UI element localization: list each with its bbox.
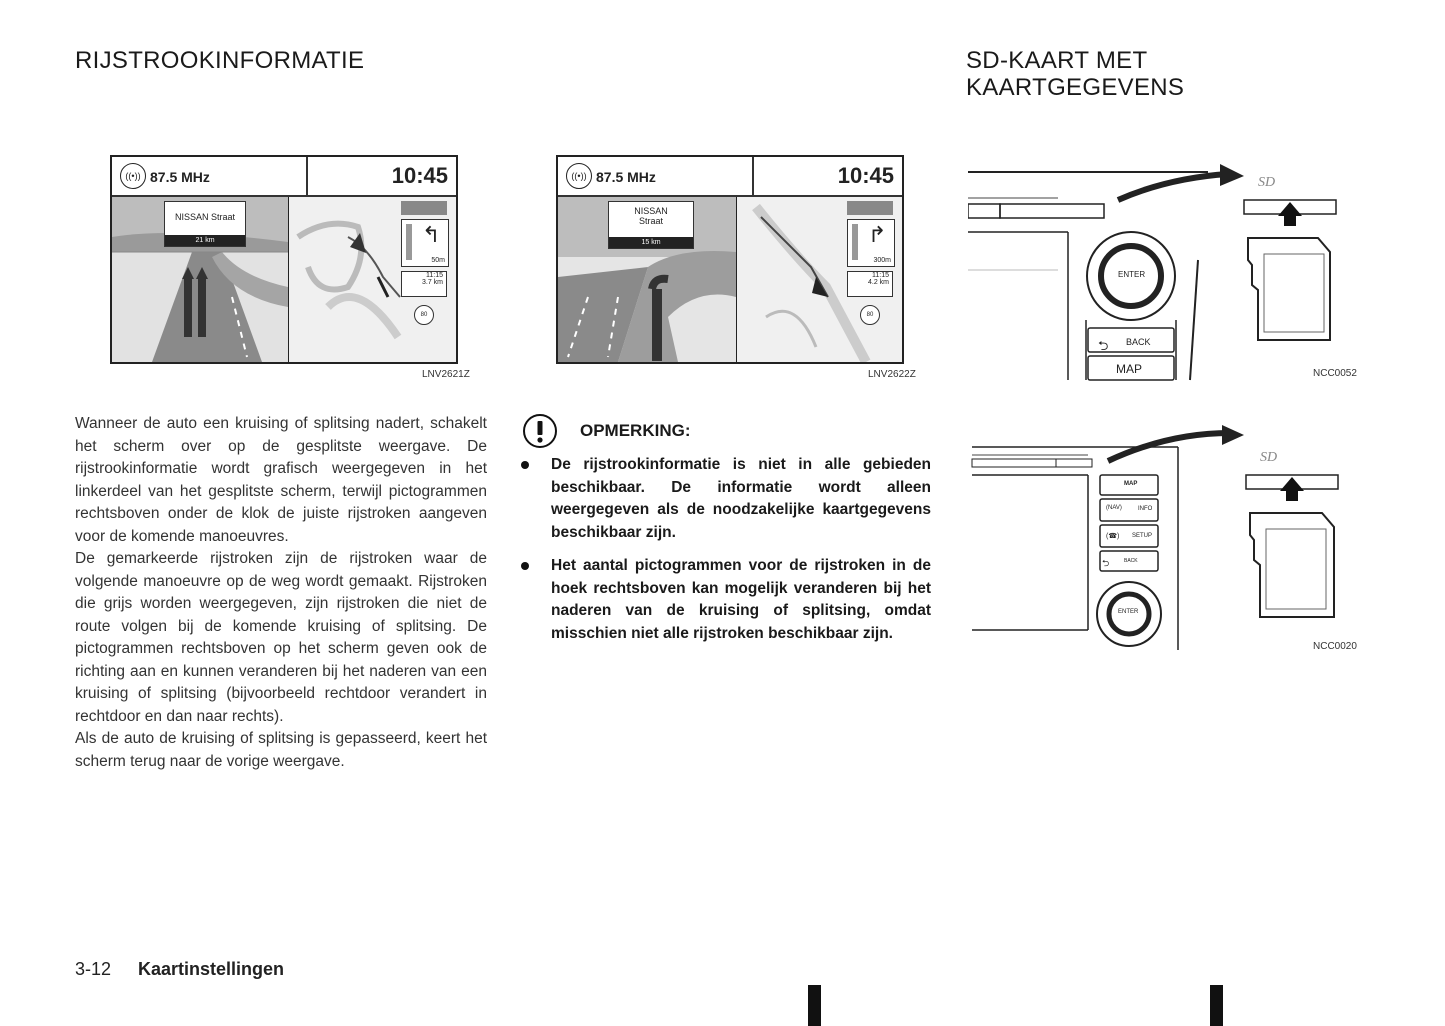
eta-distance: 4.2 km — [867, 279, 889, 286]
road-sign-distance: 15 km — [609, 237, 693, 248]
figure-code-4: NCC0020 — [1313, 641, 1357, 652]
section-heading-sd-card-line2: KAARTGEGEVENS — [966, 74, 1185, 101]
eta-time: 11:15 — [872, 272, 889, 279]
road-sign-name: NISSAN Straat — [174, 212, 236, 222]
road-sign — [164, 201, 246, 247]
note-item-2: Het aantal pictogrammen voor de rijstroken in de hoek rechtsboven kan mogelijk veranderen bij het naderen van de kruising of splitsing, omdat misschien niet alle rijstroken beschikbaar zijn. — [551, 557, 931, 642]
back-button-label: BACK — [1126, 337, 1151, 347]
eta-box — [401, 271, 447, 297]
bullet-1 — [521, 461, 529, 469]
map-button-label: MAP — [1116, 362, 1143, 376]
speed-limit-icon: 80 — [414, 305, 434, 325]
svg-text:SD: SD — [1260, 450, 1278, 465]
road-sign-name: NISSAN — [634, 206, 668, 216]
nav-screen-figure-1 — [110, 155, 458, 364]
screen-header — [558, 157, 902, 197]
back-button-label: BACK — [1124, 558, 1138, 564]
turn-arrow-icon: ↰ — [422, 222, 441, 247]
lane-icons-strip — [401, 201, 447, 215]
footer-section-title: Kaartinstellingen — [138, 959, 285, 979]
section-heading-lane-info: RIJSTROOKINFORMATIE — [75, 47, 365, 74]
speed-limit-icon: 80 — [860, 305, 880, 325]
back-arrow-icon: ⮌ — [1102, 558, 1110, 568]
info-button-label: INFO — [1138, 506, 1153, 512]
turn-arrow-icon: ↱ — [868, 222, 887, 247]
paragraph-1: Wanneer de auto een kruising of splitsing nadert, schakelt het scherm over op de gesplitste weergave. De rijstrookinformatie wordt grafisch weergegeven in het linkerdeel van het gesplitste scherm, terwijl pictogrammen rechtsboven onder de klok de juiste rijstroken aangeven voor de komende manoeuvres. — [75, 415, 487, 545]
section-heading-sd-card-line1: SD-KAART MET — [966, 47, 1148, 74]
nav-button-icon: (NAV) — [1106, 505, 1122, 511]
next-turn-distance: 300m — [873, 257, 891, 264]
body-text-column — [75, 413, 487, 773]
figure-code-1: LNV2621Z — [422, 369, 470, 380]
phone-button-icon: (☎) — [1106, 533, 1120, 540]
setup-button-label: SETUP — [1132, 533, 1153, 539]
clock-display: 10:45 — [306, 157, 456, 195]
road-sign-name-line2: Straat — [638, 216, 663, 226]
note-item-1: De rijstrookinformatie is niet in alle gebieden beschikbaar. De informatie wordt alleen weergegeven als de noodzakelijke kaartgegevens beschikbaar zijn. — [551, 456, 931, 541]
radio-frequency: 87.5 MHz — [596, 169, 656, 185]
page-edge-mark-right — [1210, 985, 1223, 1026]
map-button-label: MAP — [1124, 481, 1138, 487]
paragraph-3: Als de auto de kruising of splitsing is gepasseerd, keert het scherm terug naar de vorige weergave. — [75, 730, 487, 770]
caution-icon — [521, 412, 561, 452]
figure-code-2: LNV2622Z — [868, 369, 916, 380]
enter-button-label: ENTER — [1118, 609, 1139, 615]
nav-screen-figure-2 — [556, 155, 904, 364]
svg-text:SD: SD — [1258, 175, 1276, 190]
lane-icons-strip — [847, 201, 893, 215]
turn-indicator-box — [401, 219, 449, 267]
radio-frequency: 87.5 MHz — [150, 169, 210, 185]
turn-indicator-box — [847, 219, 895, 267]
sd-slot-figure-1 — [968, 160, 1368, 382]
enter-button-label: ENTER — [1118, 270, 1146, 279]
back-arrow-icon: ⮌ — [1098, 338, 1109, 353]
eta-box — [847, 271, 893, 297]
screen-header — [112, 157, 456, 197]
radio-icon: ((•)) — [566, 163, 592, 189]
road-sign — [608, 201, 694, 249]
radio-icon: ((•)) — [120, 163, 146, 189]
clock-display: 10:45 — [752, 157, 902, 195]
page-edge-mark-left — [808, 985, 821, 1026]
bullet-2 — [521, 562, 529, 570]
road-sign-distance: 21 km — [165, 235, 245, 246]
progress-bar — [852, 224, 858, 260]
progress-bar — [406, 224, 412, 260]
next-turn-distance: 50m — [431, 257, 445, 264]
paragraph-2: De gemarkeerde rijstroken zijn de rijstroken waar de volgende manoeuvre op de weg wordt gemaakt. Rijstroken die grijs worden weergegeven, zijn rijstroken die niet de route volgen bij de komende kruising of splitsing. De pictogrammen rechtsboven op het scherm geven ook de richting aan en kunnen veranderen bij het naderen van een kruising of splitsing (bijvoorbeeld rechtdoor verandert in rechtdoor en dan naar rechts). — [75, 550, 487, 725]
page-number: 3-12 — [75, 959, 112, 979]
sd-slot-figure-2 — [968, 425, 1368, 655]
eta-time: 11:15 — [426, 272, 443, 279]
eta-distance: 3.7 km — [421, 279, 443, 286]
note-title: OPMERKING: — [580, 421, 691, 440]
figure-code-3: NCC0052 — [1313, 368, 1357, 379]
